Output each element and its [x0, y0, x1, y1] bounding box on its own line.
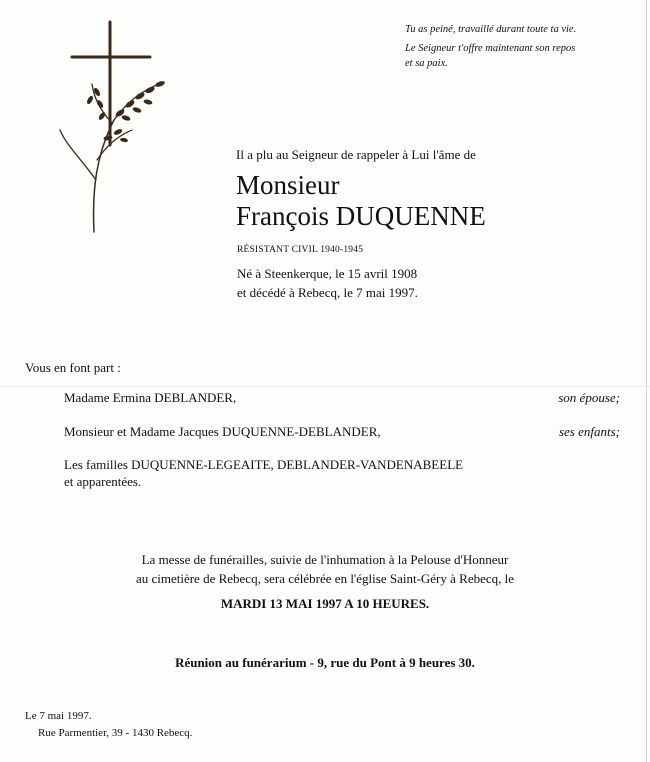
- epigraph-line: Tu as peiné, travaillé durant toute ta vie.: [405, 24, 577, 35]
- mourner-name: Madame Ermina DEBLANDER,: [64, 390, 237, 405]
- deceased-name: François DUQUENNE: [236, 201, 486, 231]
- intro-text: Il a plu au Seigneur de rappeler à Lui l'âme de: [236, 147, 476, 162]
- fold-divider: [0, 386, 650, 387]
- families-block: [64, 456, 463, 490]
- cross-with-wheat-icon: [52, 20, 177, 240]
- notification-heading: Vous en font part :: [25, 360, 121, 375]
- mourner-relation: ses enfants;: [558, 424, 620, 439]
- page-edge-divider: [646, 0, 647, 762]
- deceased-honorific: Monsieur: [236, 170, 340, 200]
- families-line: et apparentées.: [64, 474, 142, 489]
- epigraph-line: et sa paix.: [405, 58, 448, 69]
- mourner-name: Monsieur et Madame Jacques DUQUENNE-DEBLANDER,: [64, 424, 381, 439]
- mourner-relation: son épouse;: [558, 390, 620, 405]
- death-line: et décédé à Rebecq, le 7 mai 1997.: [237, 285, 418, 300]
- reunion-line: Réunion au funérarium - 9, rue du Pont à 9 heures 30.: [175, 655, 475, 670]
- birth-line: Né à Steenkerque, le 15 avril 1908: [237, 266, 418, 281]
- epigraph-line: Le Seigneur t'offre maintenant son repos: [405, 43, 576, 54]
- footer: [25, 708, 192, 742]
- mass-line: La messe de funérailles, suivie de l'inhumation à la Pelouse d'Honneur: [141, 552, 509, 567]
- distinction-line: RÉSISTANT CIVIL 1940-1945: [237, 245, 364, 255]
- mass-line: au cimetière de Rebecq, sera célébrée en l'église Saint-Géry à Rebecq, le: [135, 571, 515, 586]
- families-line: Les familles DUQUENNE-LEGEAITE, DEBLANDER-VANDENABEELE: [64, 457, 464, 472]
- epigraph: [405, 22, 635, 75]
- birth-death-details: [237, 264, 418, 302]
- mass-date: MARDI 13 MAI 1997 A 10 HEURES.: [220, 596, 430, 611]
- footer-address: Rue Parmentier, 39 - 1430 Rebecq.: [38, 727, 193, 739]
- footer-date: Le 7 mai 1997.: [25, 710, 92, 722]
- funeral-mass-block: [0, 550, 650, 613]
